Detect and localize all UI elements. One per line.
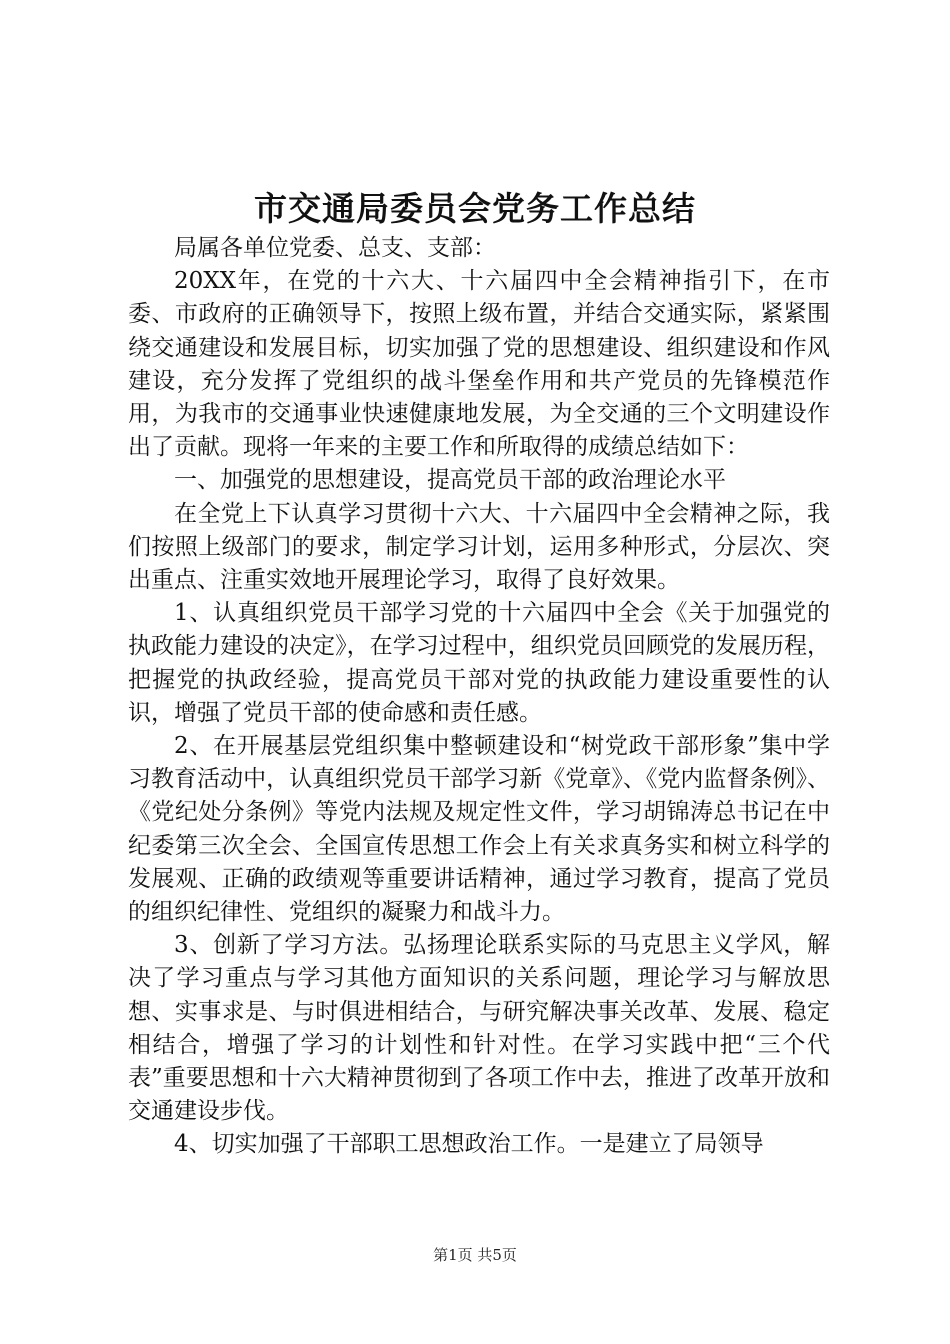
section-paragraph: 在全党上下认真学习贯彻十六大、十六届四中全会精神之际，我们按照上级部门的要求，制定学习计划，运用多种形式，分层次、突出重点、注重实效地开展理论学习，取得了良好效果。 bbox=[128, 500, 830, 594]
list-item-4: 4、切实加强了干部职工思想政治工作。一是建立了局领导 bbox=[174, 1131, 764, 1158]
document-title: 市交通局委员会党务工作总结 bbox=[254, 189, 696, 228]
list-item-3: 3、创新了学习方法。弘扬理论联系实际的马克思主义学风，解决了学习重点与学习其他方面知识的关系问题，理论学习与解放思想、实事求是、与时俱进相结合，与研究解决事关改革、发展、稳定相结合，增强了学习的计划性和针对性。在学习实践中把“三个代表”重要思想和十六大精神贯彻到了各项工作中去，推进了改革开放和交通建设步伐。 bbox=[128, 932, 830, 1125]
document-body bbox=[128, 232, 830, 1162]
list-item-2: 2、在开展基层党组织集中整顿建设和“树党政干部形象”集中学习教育活动中，认真组织党员干部学习新《党章》、《党内监督条例》、《党纪处分条例》等党内法规及规定性文件，学习胡锦涛总书记在中纪委第三次全会、全国宣传思想工作会上有关求真务实和树立科学的发展观、正确的政绩观等重要讲话精神，通过学习教育，提高了党员的组织纪律性、党组织的凝聚力和战斗力。 bbox=[128, 733, 830, 926]
salutation: 局属各单位党委、总支、支部： bbox=[174, 235, 496, 261]
section-heading: 一、加强党的思想建设，提高党员干部的政治理论水平 bbox=[174, 467, 726, 494]
page-number: 第1页 共5页 bbox=[433, 1246, 517, 1264]
intro-paragraph: 20XX年，在党的十六大、十六届四中全会精神指引下，在市委、市政府的正确领导下，按照上级布置，并结合交通实际，紧紧围绕交通建设和发展目标，切实加强了党的思想建设、组织建设和作风建设，充分发挥了党组织的战斗堡垒作用和共产党员的先锋模范作用，为我市的交通事业快速健康地发展，为全交通的三个文明建设作出了贡献。现将一年来的主要工作和所取得的成绩总结如下： bbox=[128, 268, 830, 461]
list-item-1: 1、认真组织党员干部学习党的十六届四中全会《关于加强党的执政能力建设的决定》，在学习过程中，组织党员回顾党的发展历程，把握党的执政经验，提高党员干部对党的执政能力建设重要性的认识，增强了党员干部的使命感和责任感。 bbox=[128, 600, 830, 726]
